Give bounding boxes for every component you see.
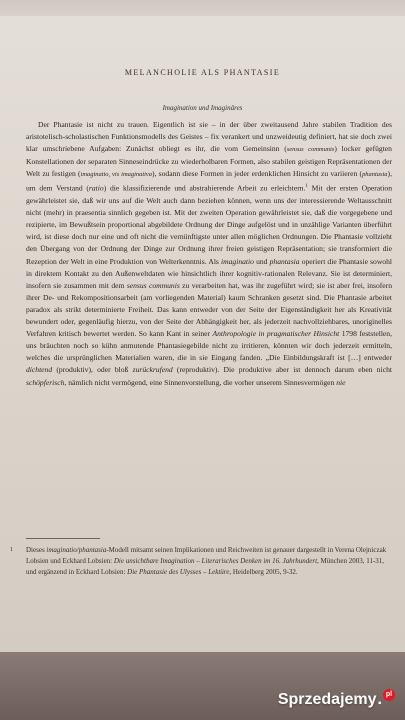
footnote-text	[26, 546, 386, 576]
footnote-segment: Dieses	[26, 546, 47, 554]
term-phantasia: phantasia	[362, 171, 388, 179]
body-segment: ) locker gefügten Konstellationen der separaten Sinneseindrücke zu wiederholbaren Formen, also stabilen geistigen Repräsentationen der Welt zu festigen (	[26, 144, 392, 179]
body-segment: ) die klassifizierende und abstrahierende Arbeit zu erleichtern.	[103, 184, 306, 193]
body-segment: und	[253, 256, 270, 266]
term-imaginatio-vis: imaginatio, vis imaginativa	[80, 171, 152, 179]
body-segment: Mit der ersten Operation gewährleistet sie, daß wir uns auf die Welt auch dann beziehen können, wenn uns der interessierende Weltausschnitt nicht (mehr) in praesentia sinnlich gegeben ist. Mit der zweiten Operation gewährleistet sie, daß die vorgegebene und rezipierte, im Bewußtsein proportional abgebildete Ordnung der Dinge aufgelöst und in unzählige Varianten überführt wird, ist diese doch nur eine und oft nicht die vernünftigste unter allen möglichen Ordnungen. Die Phantasie vollzieht den Übergang von der Ordnung der Dinge zur Ordnung ihrer freien geistigen Repräsentation; sie transformiert die Rezeption der Welt in eine Produktion von Welterkenntnis. Als	[26, 184, 392, 266]
footnote-reference: 1	[305, 184, 308, 190]
footnote-rule	[26, 538, 100, 539]
book-title: Die Phantasie des Ulysses – Lektüre	[127, 568, 230, 576]
body-segment: operiert die Phantasie sowohl in direktem Kontakt zu den Außenweltdaten wie hinsichtlich ihrer kognitiv-rationalen Relevanz. Sie ist determiniert, insofern sie zusammen mit dem	[26, 256, 393, 290]
watermark-badge-icon: pl	[383, 689, 395, 701]
footnote-marker: 1	[10, 547, 13, 553]
term-dichtend: dichtend	[26, 365, 53, 375]
body-text	[26, 119, 392, 389]
page-top-edge	[0, 0, 405, 16]
body-segment: (produktiv), oder bloß	[52, 365, 133, 375]
term-sensus-communis: sensus communis	[286, 146, 335, 154]
body-segment: , nämlich nicht vermögend, eine Sinnenvorstellung, die vorher unserem Sinnesvermögen	[64, 377, 337, 387]
footnote	[10, 545, 392, 578]
book-title: Die unsichtbare Imagination – Literarisches Denken im 16. Jahrhundert	[113, 557, 318, 565]
term-imaginatio: imaginatio	[221, 256, 254, 266]
body-segment: 1798 feststellen, uns bräuchten noch so kühn anmutende Phantasiegebilde nicht zu irritieren, könnten wir doch jederzeit ermitteln, welches die ursprünglichen Materialien waren, die in sie Eingang fanden. „Die Einbildungskraft ist […] entweder	[26, 329, 392, 363]
section-title: Imagination und Imaginäres	[162, 104, 243, 112]
watermark-text: Sprzedajemy	[277, 691, 377, 708]
footnote-segment: , München 2003, 11-31, und ergänzend in Eckhard Lobsien:	[26, 557, 385, 576]
body-segment: Der Phantasie ist nicht zu trauen. Eigentlich ist sie – in der über zweitausend Jahre stabilen Tradition des aristotelisch-scholastischen Funktionsmodells des Geistes – fix verankert und unzweideutig definiert, hat sie doch zwei klar umschriebene Aufgaben: Zunächst obliegt es ihr, die vom Gemeinsinn (	[26, 120, 392, 154]
term-model: imaginatio/phantasia	[46, 546, 107, 554]
footnote-segment: -Modell mitsamt seinen Implikationen und Reichweiten ist genauer dargestellt in Verena Olejniczak Lobsien und Eckhard Lobsien:	[26, 546, 387, 565]
term-ratio: ratio	[88, 184, 104, 193]
body-segment: ), sodann diese Formen in jeder erdenklichen Hinsicht zu variieren (	[152, 169, 363, 179]
body-segment: (reproduktiv). Die produktive aber ist dennoch darum eben nicht	[172, 365, 392, 375]
term-nie: nie	[336, 377, 346, 387]
book-title-anthropologie: Anthropologie in pragmatischer Hinsicht	[212, 329, 340, 339]
running-head: MELANCHOLIE ALS PHANTASIE	[124, 68, 281, 77]
body-segment: ), um dem Verstand (	[26, 169, 392, 193]
watermark-dot: .	[377, 691, 382, 708]
watermark	[278, 688, 395, 712]
term-phantasia: phantasia	[269, 256, 300, 266]
term-zurueckrufend: zurückrufend	[132, 365, 173, 375]
body-segment: zu verarbeiten hat, was ihr zugeführt wird; sie ist aber frei, insofern ihrer De- und Rekompositionsarbeit (am vorliegenden Material) kaum Schranken gesetzt sind. Die Phantasie arbeitet paradox als strikt determinierte Freiheit. Das kann entweder von der Seite der Eigenständigkeit her als Kreativität bewundert oder, gegenläufig hierzu, von der Seite der Abhängigkeit her, als jederzeit nachvollziehbares, unoriginelles Verfahren kritisch bewertet werden. So kann Kant in seiner	[26, 280, 393, 339]
term-sensus-communis: sensus communis	[126, 280, 180, 290]
footnote-segment: , Heidelberg 2005, 9-32.	[229, 568, 298, 576]
term-schoepferisch: schöpferisch	[26, 377, 65, 387]
